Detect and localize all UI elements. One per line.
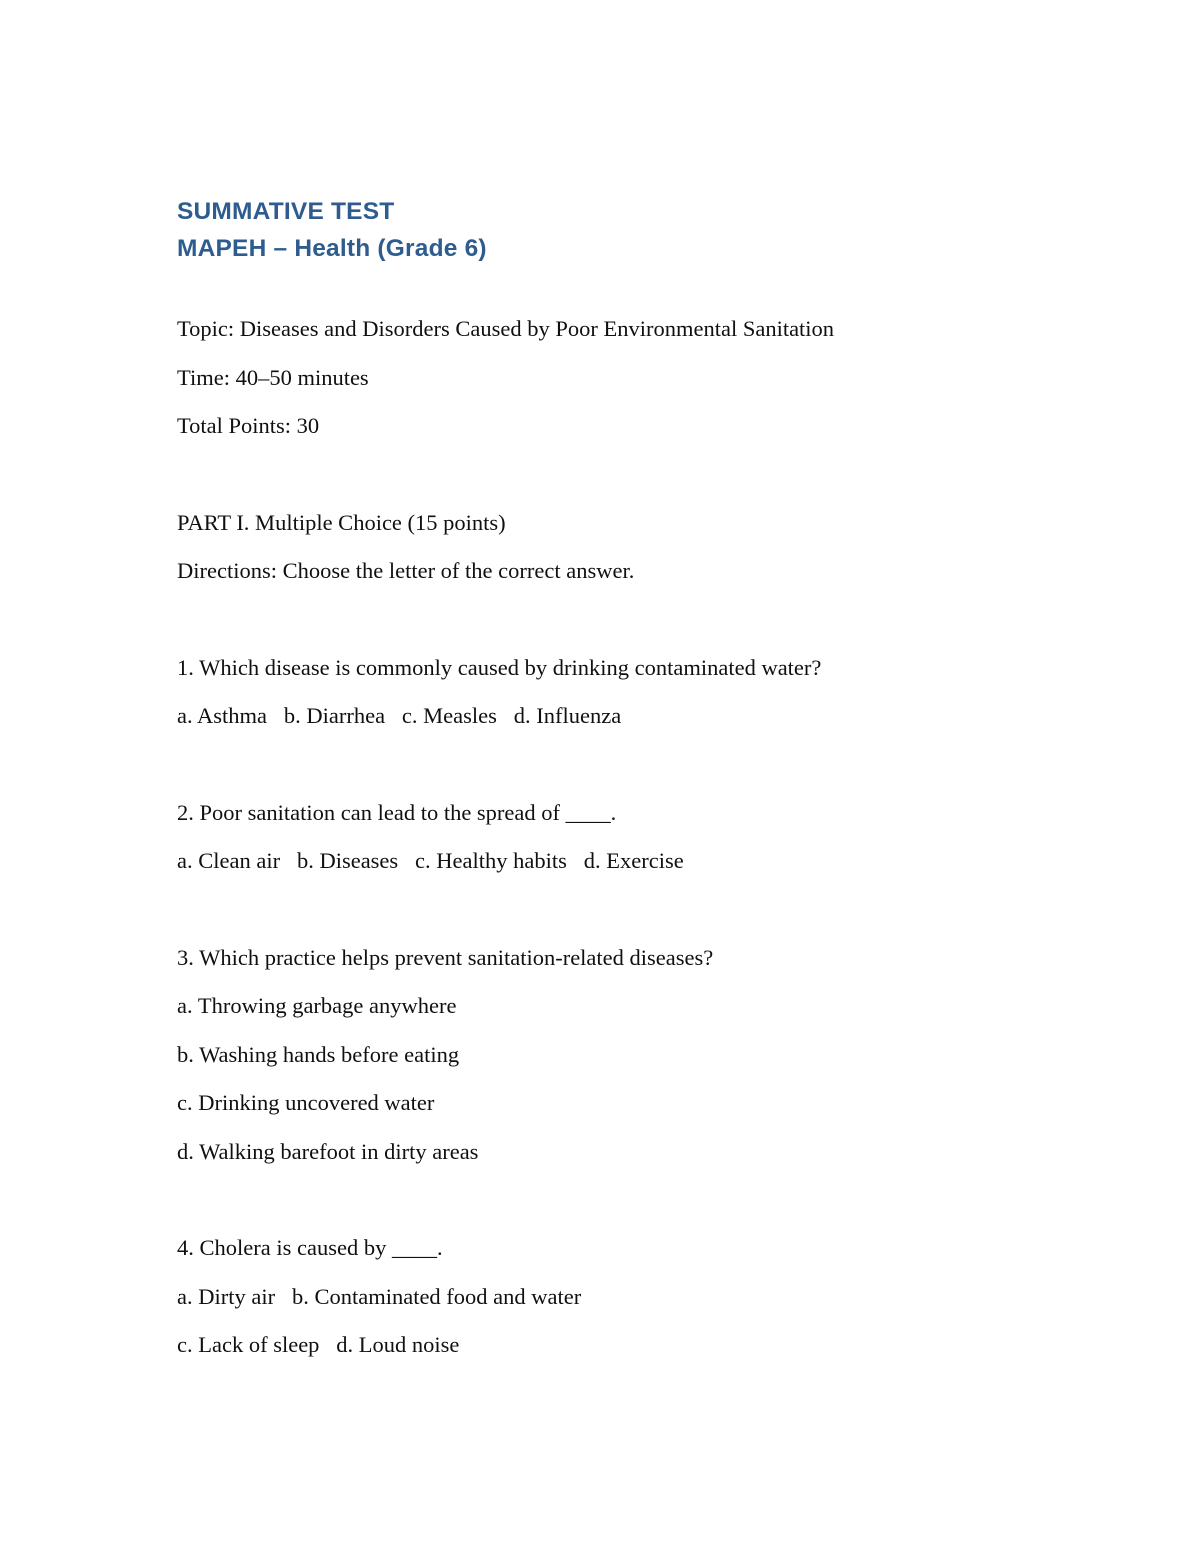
question-item: [177, 789, 1040, 886]
question-option-line[interactable]: c. Lack of sleep d. Loud noise: [177, 1332, 460, 1357]
question-option-line[interactable]: a. Throwing garbage anywhere: [177, 993, 457, 1018]
question-stem: 1. Which disease is commonly caused by drinking contaminated water?: [177, 654, 822, 680]
part-one-directions: Directions: Choose the letter of the correct answer.: [177, 558, 635, 583]
question-option-line[interactable]: c. Drinking uncovered water: [177, 1090, 435, 1115]
part-one-section: [177, 499, 1040, 596]
question-option-line[interactable]: d. Walking barefoot in dirty areas: [177, 1138, 479, 1164]
question-stem: 3. Which practice helps prevent sanitation-related diseases?: [177, 944, 714, 970]
question-option-line[interactable]: a. Dirty air b. Contaminated food and water: [177, 1283, 582, 1309]
question-option-line[interactable]: a. Asthma b. Diarrhea c. Measles d. Influenza: [177, 703, 622, 728]
meta-time: Time: 40–50 minutes: [177, 364, 369, 390]
question-item: [177, 1224, 1040, 1370]
question-stem: 2. Poor sanitation can lead to the spread of ____.: [177, 799, 617, 825]
metadata-block: [177, 305, 1040, 451]
meta-total-points: Total Points: 30: [177, 413, 320, 438]
question-item: [177, 644, 1040, 741]
question-option-line[interactable]: b. Washing hands before eating: [177, 1041, 460, 1067]
question-stem: 4. Cholera is caused by ____.: [177, 1235, 443, 1260]
meta-topic: Topic: Diseases and Disorders Caused by Poor Environmental Sanitation: [177, 316, 835, 341]
question-option-line[interactable]: a. Clean air b. Diseases c. Healthy habits d. Exercise: [177, 848, 684, 873]
page-subtitle: MAPEH – Health (Grade 6): [177, 235, 487, 262]
part-one-heading: PART I. Multiple Choice (15 points): [177, 509, 506, 535]
page-title: SUMMATIVE TEST: [177, 198, 395, 225]
question-item: [177, 934, 1040, 1177]
